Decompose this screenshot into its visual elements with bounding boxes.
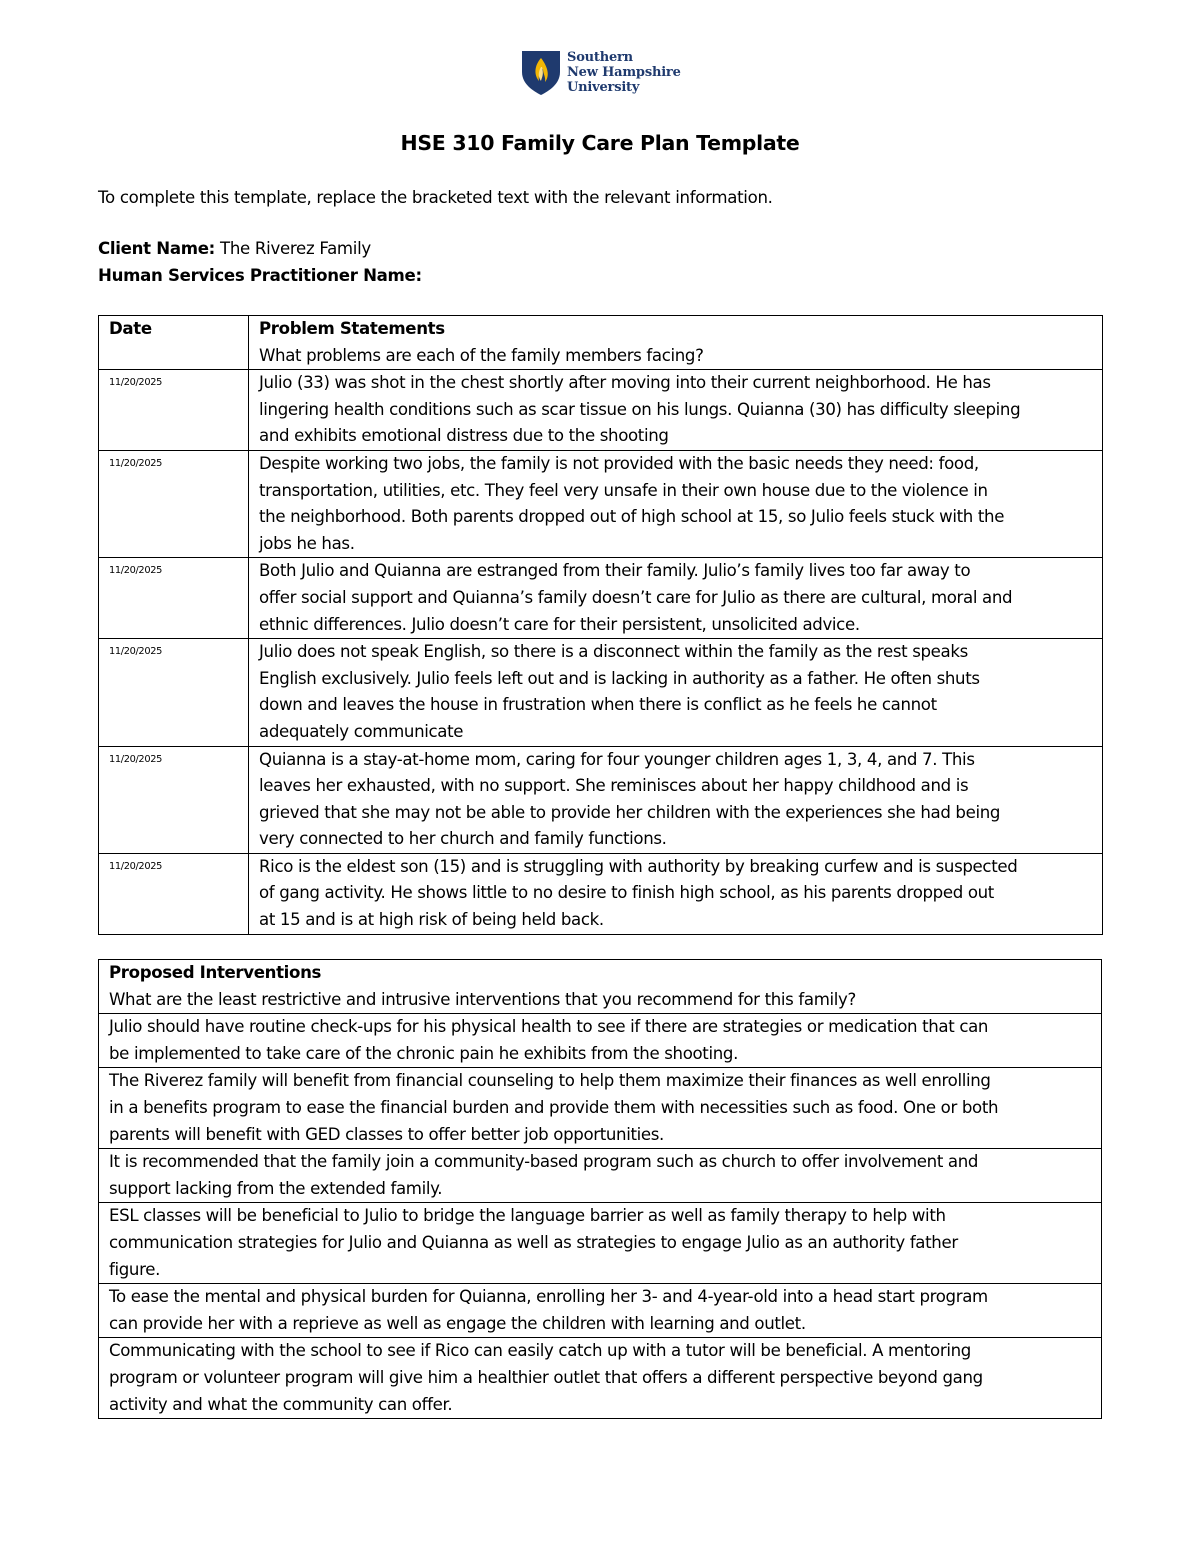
intervention-line: can provide her with a reprieve as well as engage the children with learning and outlet. [109,1313,806,1333]
client-name-label: Client Name: [98,239,215,258]
statement-line: lingering health conditions such as scar tissue on his lungs. Quianna (30) has difficulty sleeping [259,399,1021,419]
table-row [99,1338,1102,1419]
statement-line: jobs he has. [259,533,355,553]
table-row [99,853,1103,934]
intervention-line: It is recommended that the family join a community-based program such as church to offer involvement and [109,1152,979,1172]
intervention-line: in a benefits program to ease the financial burden and provide them with necessities such as food. One or both [109,1097,999,1117]
logo-wordmark [567,50,681,95]
table-row [99,370,1103,451]
date-cell: 11/20/2025 [99,370,249,451]
table-row [99,558,1103,639]
statement-cell [249,853,1103,934]
table-row [99,1203,1102,1284]
intervention-line: Julio should have routine check-ups for his physical health to see if there are strategies or medication that can [109,1017,989,1037]
interventions-header-cell [99,960,1102,1014]
intervention-cell [99,1014,1102,1068]
logo-line-2: New Hampshire [567,65,681,80]
table-row [99,1284,1102,1338]
practitioner-name-label: Human Services Practitioner Name: [98,266,422,285]
table-row [99,1149,1102,1203]
logo-line-3: University [567,80,640,95]
intervention-line: communication strategies for Julio and Quianna as well as strategies to engage Julio as an authority father [109,1232,958,1252]
table-row [99,1068,1102,1149]
shield-flame-icon [521,50,561,96]
problem-statements-table [98,315,1103,935]
client-name-value: The Riverez Family [219,239,371,258]
intervention-line: To ease the mental and physical burden for Quianna, enrolling her 3- and 4-year-old into a head start program [109,1287,988,1307]
table-row [99,639,1103,746]
statement-line: Despite working two jobs, the family is not provided with the basic needs they need: food, [259,453,979,473]
statements-header-cell [249,316,1103,370]
date-cell: 11/20/2025 [99,853,249,934]
intervention-cell [99,1149,1102,1203]
intervention-cell [99,1338,1102,1419]
client-name-line [98,239,371,258]
interventions-header: Proposed Interventions [109,963,322,982]
statement-line: adequately communicate [259,721,464,741]
intervention-line: support lacking from the extended family. [109,1178,443,1198]
statements-header: Problem Statements [259,319,445,338]
intervention-line: Communicating with the school to see if Rico can easily catch up with a tutor will be beneficial. A mentoring [109,1341,971,1361]
statement-line: grieved that she may not be able to provide her children with the experiences she had being [259,802,1001,822]
university-logo [521,50,681,96]
statement-line: down and leaves the house in frustration when there is conflict as he feels he cannot [259,695,937,715]
date-cell: 11/20/2025 [99,558,249,639]
statements-subheading: What problems are each of the family members facing? [259,345,704,365]
statement-line: Quianna is a stay-at-home mom, caring for four younger children ages 1, 3, 4, and 7. This [259,749,975,769]
statement-line: the neighborhood. Both parents dropped out of high school at 15, so Julio feels stuck with the [259,507,1005,527]
date-cell: 11/20/2025 [99,746,249,853]
intervention-line: be implemented to take care of the chronic pain he exhibits from the shooting. [109,1043,738,1063]
table-row [99,1014,1102,1068]
intervention-line: ESL classes will be beneficial to Julio to bridge the language barrier as well as family therapy to help with [109,1206,946,1226]
statement-line: Rico is the eldest son (15) and is struggling with authority by breaking curfew and is suspected [259,856,1018,876]
statement-cell [249,450,1103,557]
intervention-line: The Riverez family will benefit from financial counseling to help them maximize their finances as well enrolling [109,1071,991,1091]
statement-line: leaves her exhausted, with no support. She reminisces about her happy childhood and is [259,776,969,796]
intervention-cell [99,1203,1102,1284]
date-header-cell [99,316,249,370]
table-row [99,450,1103,557]
table-row [99,746,1103,853]
statement-line: Julio (33) was shot in the chest shortly after moving into their current neighborhood. He has [259,373,991,393]
date-header: Date [109,319,152,338]
statement-cell [249,746,1103,853]
statement-cell [249,370,1103,451]
statement-cell [249,558,1103,639]
statement-line: offer social support and Quianna’s family doesn’t care for Julio as there are cultural, moral and [259,587,1013,607]
intervention-line: activity and what the community can offer. [109,1394,453,1414]
intervention-line: parents will benefit with GED classes to offer better job opportunities. [109,1124,664,1144]
statement-line: English exclusively. Julio feels left out and is lacking in authority as a father. He often shuts [259,668,980,688]
statement-cell [249,639,1103,746]
statement-line: of gang activity. He shows little to no desire to finish high school, as his parents dropped out [259,883,994,903]
intervention-cell [99,1284,1102,1338]
instructions: To complete this template, replace the bracketed text with the relevant information. [98,188,773,207]
date-cell: 11/20/2025 [99,450,249,557]
statement-line: Both Julio and Quianna are estranged from their family. Julio’s family lives too far away to [259,561,971,581]
page-title: HSE 310 Family Care Plan Template [400,131,800,155]
statement-line: at 15 and is at high risk of being held back. [259,910,604,930]
statement-line: very connected to her church and family functions. [259,829,667,849]
statement-line: transportation, utilities, etc. They feel very unsafe in their own house due to the violence in [259,480,988,500]
intervention-cell [99,1068,1102,1149]
table-header-row [99,316,1103,370]
date-cell: 11/20/2025 [99,639,249,746]
practitioner-name-line [98,266,422,285]
interventions-table [98,959,1102,1419]
interventions-subheading: What are the least restrictive and intrusive interventions that you recommend for this family? [109,989,856,1009]
logo-line-1: Southern [567,50,633,65]
intervention-line: figure. [109,1259,160,1279]
intervention-line: program or volunteer program will give him a healthier outlet that offers a different perspective beyond gang [109,1367,983,1387]
statement-line: ethnic differences. Julio doesn’t care for their persistent, unsolicited advice. [259,614,860,634]
statement-line: and exhibits emotional distress due to the shooting [259,426,669,446]
statement-line: Julio does not speak English, so there is a disconnect within the family as the rest speaks [259,642,968,662]
table-header-row [99,960,1102,1014]
